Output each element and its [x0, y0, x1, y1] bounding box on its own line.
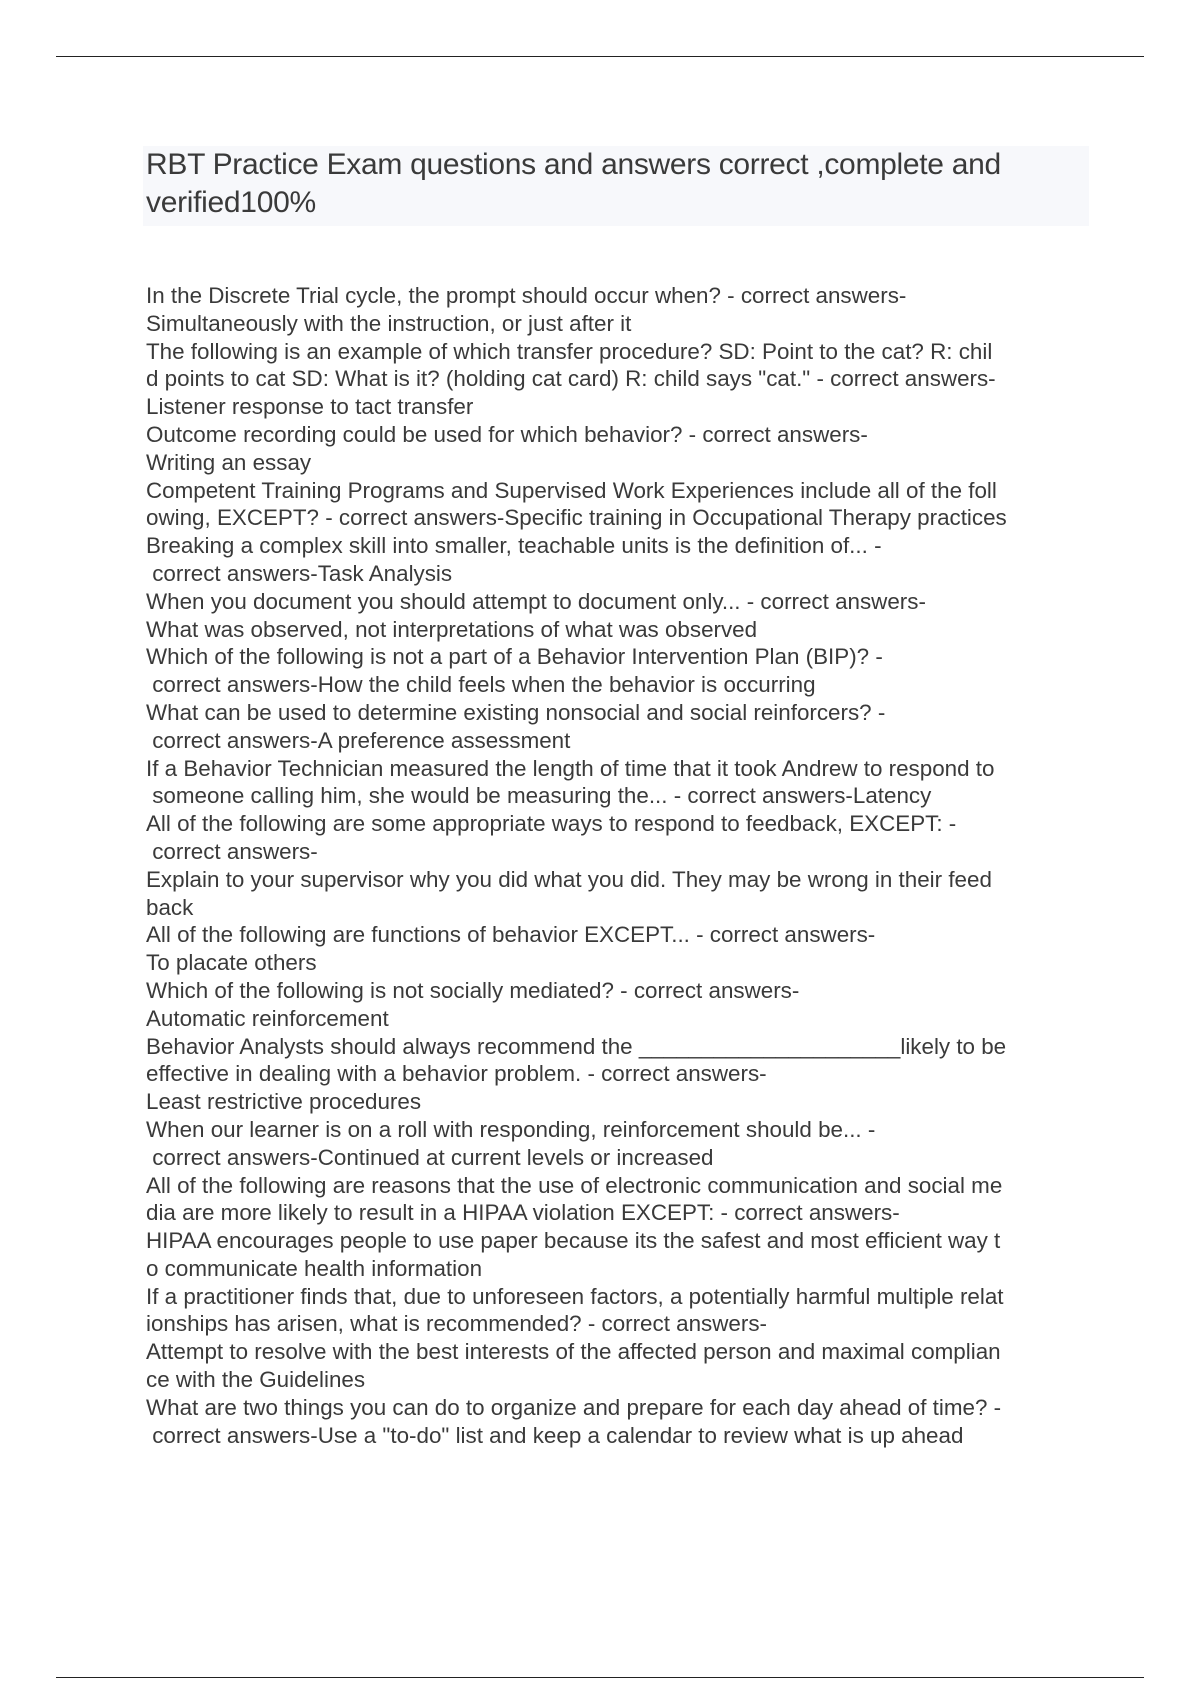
qa-line: effective in dealing with a behavior problem. - correct answers-	[146, 1061, 767, 1087]
qa-line: Automatic reinforcement	[146, 1005, 389, 1031]
qa-line: When you document you should attempt to document only... - correct answers-	[146, 588, 926, 614]
qa-line: ionships has arisen, what is recommended? - correct answers-	[146, 1311, 767, 1337]
qa-line: If a Behavior Technician measured the length of time that it took Andrew to respond to	[146, 755, 995, 781]
qa-line: correct answers-How the child feels when the behavior is occurring	[146, 672, 816, 698]
qa-line: What can be used to determine existing nonsocial and social reinforcers? -	[146, 699, 886, 725]
qa-line: Attempt to resolve with the best interests of the affected person and maximal complian	[146, 1339, 1001, 1365]
qa-line: If a practitioner finds that, due to unforeseen factors, a potentially harmful multiple relat	[146, 1283, 1004, 1309]
qa-line: When our learner is on a roll with responding, reinforcement should be... -	[146, 1116, 876, 1142]
qa-line: In the Discrete Trial cycle, the prompt should occur when? - correct answers-	[146, 283, 907, 308]
qa-line: HIPAA encourages people to use paper because its the safest and most efficient way t	[146, 1228, 1001, 1254]
qa-line: Simultaneously with the instruction, or just after it	[146, 310, 632, 336]
qa-line: All of the following are reasons that the use of electronic communication and social me	[146, 1172, 1003, 1198]
qa-line: correct answers-A preference assessment	[146, 727, 571, 753]
qa-line: Outcome recording could be used for which behavior? - correct answers-	[146, 421, 868, 447]
title-line: verified100%	[146, 186, 316, 219]
qa-line: correct answers-Use a "to-do" list and keep a calendar to review what is up ahead	[146, 1422, 964, 1448]
qa-line: What are two things you can do to organize and prepare for each day ahead of time? -	[146, 1394, 1002, 1420]
header-rule	[56, 56, 1144, 57]
qa-line: Writing an essay	[146, 449, 312, 475]
qa-line: Listener response to tact transfer	[146, 394, 474, 420]
qa-line: o communicate health information	[146, 1255, 483, 1281]
qa-line: Which of the following is not socially mediated? - correct answers-	[146, 977, 800, 1003]
qa-line: Breaking a complex skill into smaller, teachable units is the definition of... -	[146, 533, 882, 559]
qa-line: The following is an example of which transfer procedure? SD: Point to the cat? R: chil	[146, 338, 993, 364]
qa-line: Which of the following is not a part of a Behavior Intervention Plan (BIP)? -	[146, 644, 883, 670]
qa-line: d points to cat SD: What is it? (holding cat card) R: child says "cat." - correct answers-	[146, 366, 996, 392]
qa-line: correct answers-Task Analysis	[146, 560, 453, 586]
qa-line: What was observed, not interpretations of what was observed	[146, 616, 758, 642]
qa-line: ce with the Guidelines	[146, 1367, 366, 1393]
qa-line: Explain to your supervisor why you did what you did. They may be wrong in their feed	[146, 866, 992, 892]
footer-rule	[56, 1677, 1144, 1678]
qa-line: All of the following are some appropriate ways to respond to feedback, EXCEPT: -	[146, 811, 957, 837]
qa-line: correct answers-	[146, 838, 318, 864]
qa-content	[146, 282, 1090, 1449]
qa-line: back	[146, 894, 194, 920]
document-title	[146, 146, 1086, 222]
qa-line: dia are more likely to result in a HIPAA violation EXCEPT: - correct answers-	[146, 1200, 900, 1226]
qa-line: To placate others	[146, 950, 317, 976]
qa-line: someone calling him, she would be measuring the... - correct answers-Latency	[146, 783, 932, 809]
qa-line: correct answers-Continued at current levels or increased	[146, 1144, 714, 1170]
qa-line: owing, EXCEPT? - correct answers-Specific training in Occupational Therapy practices	[146, 505, 1007, 531]
qa-line: Behavior Analysts should always recommend the _____________________likely to be	[146, 1033, 1007, 1059]
title-line: RBT Practice Exam questions and answers correct ,complete and	[146, 148, 1001, 181]
qa-line: Least restrictive procedures	[146, 1089, 422, 1115]
qa-line: Competent Training Programs and Supervised Work Experiences include all of the foll	[146, 477, 997, 503]
qa-line: All of the following are functions of behavior EXCEPT... - correct answers-	[146, 922, 876, 948]
